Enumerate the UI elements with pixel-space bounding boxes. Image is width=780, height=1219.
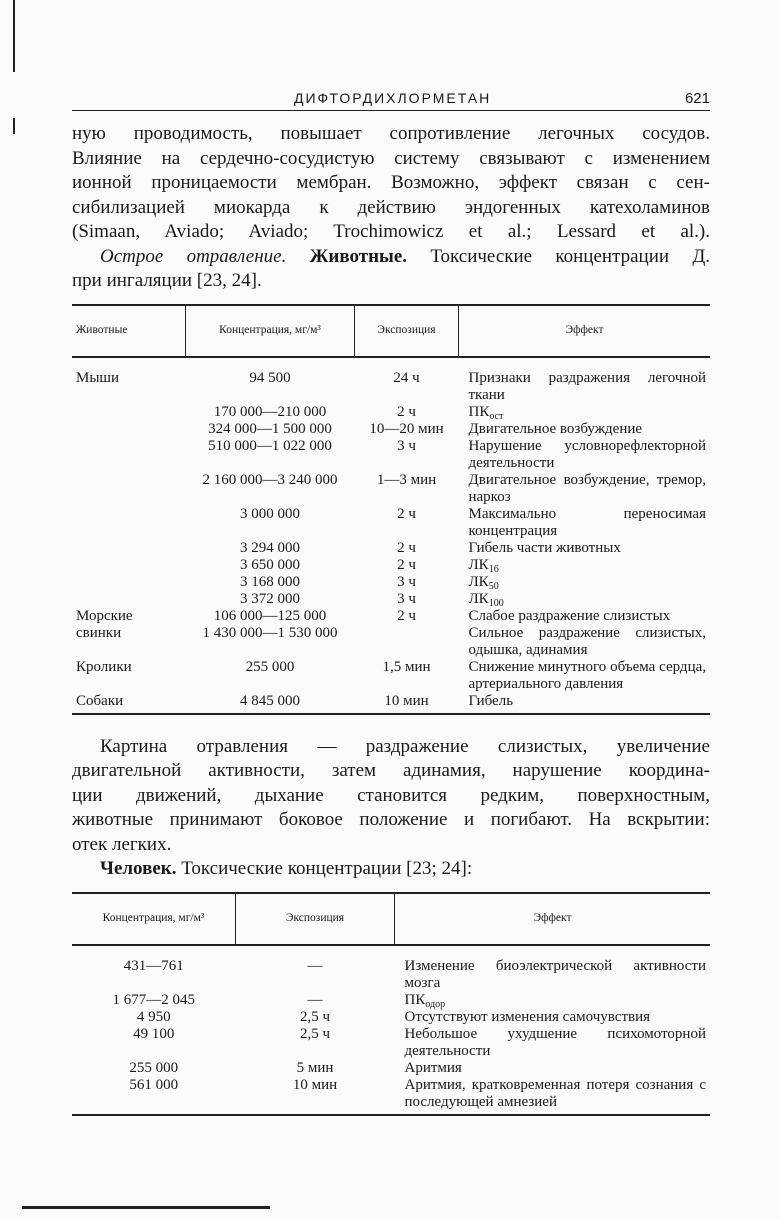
header-exposure: Экспозиция — [355, 305, 459, 357]
running-head — [72, 88, 710, 111]
exposure-cell-text: 2 ч — [397, 539, 416, 556]
exposure-cell — [355, 404, 459, 421]
concentration-cell — [186, 404, 355, 421]
header-animals: Животные — [72, 305, 186, 357]
exposure-cell — [355, 659, 459, 693]
effect-cell-text: Изменение биоэлектрической активности мозга — [404, 957, 706, 991]
acute-text: Токсические концентрации Д. — [430, 245, 711, 267]
concentration-cell-text: 3 650 000 — [240, 556, 300, 573]
page — [72, 88, 710, 1116]
concentration-cell — [186, 438, 355, 472]
concentration-cell — [72, 1077, 236, 1115]
exposure-cell-text: 5 мин — [296, 1059, 334, 1076]
effect-cell-text: Двигательное возбуждение — [468, 420, 643, 437]
effect-cell-text: ЛК — [468, 573, 489, 590]
picture-line: отек легких. — [72, 833, 172, 855]
table-row — [72, 659, 710, 693]
effect-cell — [459, 608, 711, 625]
concentration-cell — [72, 992, 236, 1009]
animals-heading: Животные. — [309, 245, 408, 267]
table-row — [72, 945, 710, 992]
header-concentration: Концентрация, мг/м³ — [186, 305, 355, 357]
table-row — [72, 1060, 710, 1077]
exposure-cell-text: 2 ч — [397, 556, 416, 573]
concentration-cell — [186, 506, 355, 540]
effect-cell-text: Максимально переносимая концентрация — [468, 505, 706, 539]
table-header-row — [72, 305, 710, 357]
concentration-cell-text: 3 168 000 — [240, 573, 300, 590]
concentration-cell-text: 170 000—210 000 — [213, 403, 327, 420]
table-row — [72, 404, 710, 421]
exposure-cell-text: 1,5 мин — [382, 658, 431, 675]
acute-line-1 — [72, 245, 710, 270]
effect-cell — [459, 693, 711, 714]
concentration-cell-text: 324 000—1 500 000 — [208, 420, 332, 437]
effect-cell — [395, 1026, 711, 1060]
table-row — [72, 1026, 710, 1060]
intro-line: (Simaan, Aviado; Aviado; Trochimowicz et al.; Lessard et al.). — [72, 221, 710, 242]
exposure-cell — [355, 540, 459, 557]
animal-cell — [72, 540, 186, 557]
animals-table — [72, 304, 710, 715]
effect-subscript: 100 — [488, 597, 504, 609]
concentration-cell-text: 1 677—2 045 — [112, 991, 195, 1008]
exposure-cell-text: 3 ч — [397, 437, 416, 454]
table-row — [72, 421, 710, 438]
effect-cell — [459, 625, 711, 659]
acute-line-2: при ингаляции [23, 24]. — [72, 270, 262, 291]
effect-cell — [459, 659, 711, 693]
exposure-cell-text: 10 мин — [292, 1076, 338, 1093]
margin-rule-top — [13, 0, 15, 72]
animal-cell — [72, 421, 186, 438]
concentration-cell-text: 94 500 — [249, 369, 291, 386]
concentration-cell — [186, 659, 355, 693]
intro-line: ную проводимость, повышает сопротивление легочных сосудов. — [72, 123, 710, 144]
concentration-cell-text: 4 845 000 — [240, 692, 300, 709]
effect-cell — [459, 540, 711, 557]
concentration-cell-text: 3 000 000 — [240, 505, 300, 522]
concentration-cell-text: 3 294 000 — [240, 539, 300, 556]
intro-line: ионной проницаемости мембран. Возможно, эффект связан с сен- — [72, 172, 710, 193]
exposure-cell — [355, 557, 459, 574]
exposure-cell — [355, 608, 459, 625]
effect-cell — [459, 557, 711, 574]
header-effect: Эффект — [395, 893, 711, 945]
effect-subscript: ост — [489, 410, 504, 422]
exposure-cell — [355, 693, 459, 714]
intro-line: Влияние на сердечно-сосудистую систему связывают с изменением — [72, 147, 710, 169]
concentration-cell — [186, 608, 355, 625]
exposure-cell — [236, 1026, 395, 1060]
table-row — [72, 1077, 710, 1115]
concentration-cell — [186, 693, 355, 714]
effect-cell — [459, 438, 711, 472]
exposure-cell — [355, 506, 459, 540]
table-row — [72, 540, 710, 557]
effect-cell-text: Признаки раздражения легочной ткани — [468, 369, 706, 403]
concentration-cell-text: 510 000—1 022 000 — [208, 437, 332, 454]
concentration-cell-text: 3 372 000 — [240, 590, 300, 607]
animal-cell — [72, 625, 186, 659]
concentration-cell — [72, 1009, 236, 1026]
effect-cell — [395, 1077, 711, 1115]
table-row — [72, 625, 710, 659]
effect-cell — [395, 992, 711, 1009]
footer-rule — [22, 1206, 270, 1209]
exposure-cell — [355, 438, 459, 472]
effect-cell-text: Сильное раздражение слизистых, одышка, адинамия — [468, 624, 706, 658]
effect-cell-text: ПК — [404, 991, 426, 1008]
exposure-cell-text: 2,5 ч — [299, 1025, 331, 1042]
page-number: 621 — [684, 90, 710, 107]
animal-cell — [72, 574, 186, 591]
concentration-cell-text: 1 430 000—1 530 000 — [202, 624, 338, 641]
animal-cell — [72, 404, 186, 421]
exposure-cell-text: — — [307, 991, 323, 1008]
header-concentration: Концентрация, мг/м³ — [72, 893, 236, 945]
exposure-cell-text: 3 ч — [397, 590, 416, 607]
picture-line: двигательной активности, затем адинамия, нарушение координа- — [72, 760, 710, 781]
effect-cell-text: Отсутствуют изменения самочувствия — [404, 1008, 651, 1025]
concentration-cell-text: 4 950 — [136, 1008, 171, 1025]
exposure-cell-text: 2 ч — [397, 505, 416, 522]
concentration-cell-text: 561 000 — [129, 1076, 179, 1093]
exposure-cell-text: 2 ч — [397, 607, 416, 624]
exposure-cell-text: 1—3 мин — [376, 471, 437, 488]
concentration-cell — [186, 357, 355, 404]
exposure-cell — [355, 472, 459, 506]
concentration-cell-text: 255 000 — [245, 658, 295, 675]
table-row — [72, 557, 710, 574]
header-effect: Эффект — [459, 305, 711, 357]
effect-cell-text: Аритмия, кратковременная потеря сознания с последующей амнезией — [404, 1076, 706, 1110]
animal-cell-text: Мыши — [76, 369, 119, 386]
animal-cell — [72, 438, 186, 472]
concentration-cell — [72, 1060, 236, 1077]
concentration-cell — [186, 574, 355, 591]
exposure-cell — [236, 1060, 395, 1077]
exposure-cell — [236, 1009, 395, 1026]
acute-paragraph — [72, 245, 710, 294]
concentration-cell-text: 49 100 — [133, 1025, 175, 1042]
animal-cell — [72, 591, 186, 608]
animal-cell-text: свинки — [76, 624, 122, 641]
animals-table-body — [72, 357, 710, 714]
animal-cell — [72, 557, 186, 574]
concentration-cell — [72, 945, 236, 992]
effect-cell-text: Двигательное возбуждение, тремор, наркоз — [468, 471, 706, 505]
effect-cell-text: Небольшое ухудшение психомоторной деятельности — [404, 1025, 706, 1059]
intro-line: сибилизацией миокарда к действию эндогенных катехоламинов — [72, 196, 710, 218]
acute-heading: Острое отравление. — [100, 245, 287, 267]
exposure-cell — [355, 421, 459, 438]
effect-cell-text: Аритмия — [404, 1059, 462, 1076]
exposure-cell — [236, 992, 395, 1009]
human-table — [72, 892, 710, 1116]
exposure-cell — [355, 357, 459, 404]
animal-cell — [72, 659, 186, 693]
exposure-cell-text: 24 ч — [393, 369, 420, 386]
concentration-cell-text: 431—761 — [123, 957, 184, 974]
exposure-cell — [355, 625, 459, 659]
effect-cell — [395, 1060, 711, 1077]
animal-cell-text: Морские — [76, 607, 133, 624]
effect-cell-text: Слабое раздражение слизистых — [468, 607, 671, 624]
effect-subscript: одор — [425, 998, 446, 1010]
exposure-cell-text: 10 мин — [384, 692, 429, 709]
effect-cell — [459, 357, 711, 404]
table-row — [72, 438, 710, 472]
exposure-cell — [236, 1077, 395, 1115]
concentration-cell — [186, 421, 355, 438]
human-heading: Человек. — [100, 858, 177, 879]
table-row — [72, 357, 710, 404]
table-row — [72, 693, 710, 714]
exposure-cell-text: 2 ч — [397, 403, 416, 420]
effect-cell-text: ЛК — [468, 556, 489, 573]
exposure-cell-text: 3 ч — [397, 573, 416, 590]
exposure-cell — [355, 591, 459, 608]
concentration-cell-text: 106 000—125 000 — [213, 607, 327, 624]
effect-cell-text: ПК — [468, 403, 490, 420]
animal-cell — [72, 472, 186, 506]
effect-cell-text: Нарушение условнорефлекторной деятельности — [468, 437, 706, 471]
effect-subscript: 16 — [488, 563, 499, 575]
effect-cell — [459, 472, 711, 506]
effect-cell — [459, 421, 711, 438]
human-paragraph — [72, 857, 710, 882]
exposure-cell — [236, 945, 395, 992]
animal-cell — [72, 506, 186, 540]
effect-cell-text: Гибель части животных — [468, 539, 621, 556]
table-row — [72, 506, 710, 540]
table-row — [72, 574, 710, 591]
table-row — [72, 1009, 710, 1026]
human-text: Токсические концентрации [23; 24]: — [181, 858, 473, 879]
table-row — [72, 992, 710, 1009]
effect-cell — [459, 506, 711, 540]
concentration-cell — [186, 625, 355, 659]
effect-cell-text: Гибель — [468, 692, 514, 709]
table-header-row — [72, 893, 710, 945]
animal-cell-text: Собаки — [76, 692, 124, 709]
concentration-cell — [186, 591, 355, 608]
running-head-title: ДИФТОРДИХЛОРМЕТАН — [294, 90, 492, 106]
table-row — [72, 591, 710, 608]
picture-line: Картина отравления — раздражение слизистых, увеличение — [100, 735, 710, 757]
animal-cell-text: Кролики — [76, 658, 132, 675]
picture-line: животные принимают боковое положение и погибают. На вскрытии: — [72, 809, 710, 830]
human-table-body — [72, 945, 710, 1115]
exposure-cell-text: 10—20 мин — [369, 420, 444, 437]
table-row — [72, 608, 710, 625]
animal-cell — [72, 357, 186, 404]
animal-cell — [72, 608, 186, 625]
concentration-cell — [186, 540, 355, 557]
effect-cell — [459, 404, 711, 421]
effect-subscript: 50 — [488, 580, 499, 592]
margin-rule-bottom — [13, 118, 15, 134]
concentration-cell — [72, 1026, 236, 1060]
concentration-cell-text: 2 160 000—3 240 000 — [202, 471, 338, 488]
exposure-cell — [355, 574, 459, 591]
exposure-cell-text: 2,5 ч — [299, 1008, 331, 1025]
effect-cell — [395, 945, 711, 992]
intro-paragraph — [72, 122, 710, 245]
effect-cell-text: Снижение минутного объема сердца, артериального давления — [468, 658, 706, 692]
concentration-cell-text: 255 000 — [129, 1059, 179, 1076]
concentration-cell — [186, 557, 355, 574]
human-line — [72, 857, 710, 882]
picture-line: ции движений, дыхание становится редким, поверхностным, — [72, 784, 710, 806]
picture-paragraph — [72, 735, 710, 858]
exposure-cell-text: — — [307, 957, 323, 974]
effect-cell — [459, 574, 711, 591]
effect-cell-text: ЛК — [468, 590, 489, 607]
table-row — [72, 472, 710, 506]
header-exposure: Экспозиция — [236, 893, 395, 945]
animal-cell — [72, 693, 186, 714]
effect-cell — [395, 1009, 711, 1026]
concentration-cell — [186, 472, 355, 506]
effect-cell — [459, 591, 711, 608]
